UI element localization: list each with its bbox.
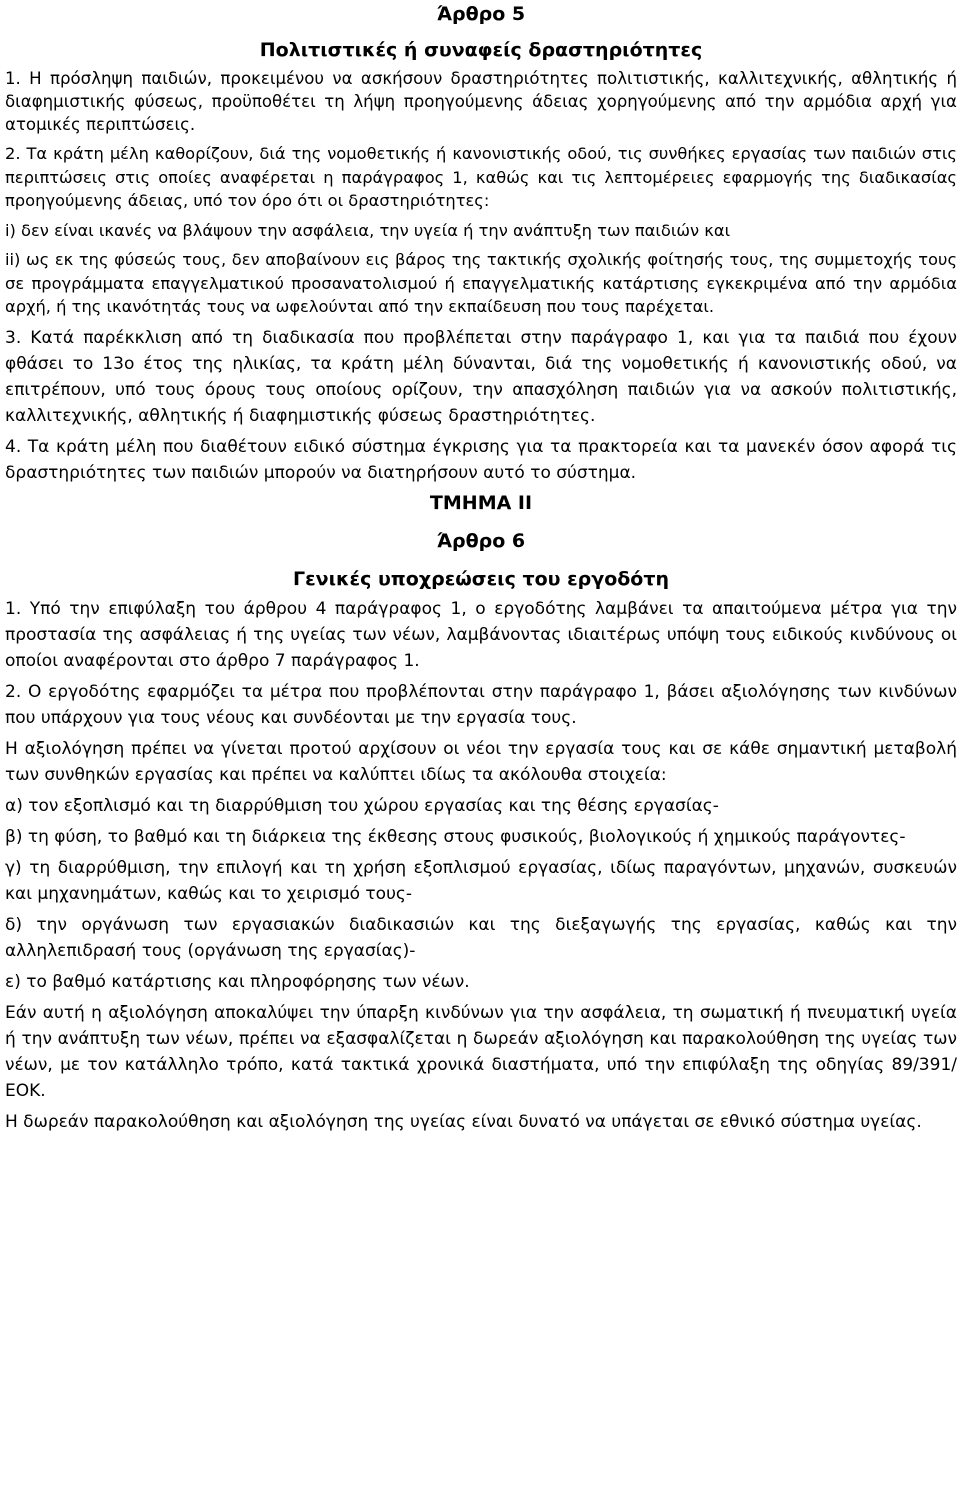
article-6-subtitle: Γενικές υποχρεώσεις του εργοδότη xyxy=(292,567,670,590)
article-6-health-monitoring: Εάν αυτή η αξιολόγηση αποκαλύψει την ύπαρξη κινδύνων για την ασφάλεια, τη σωματική ή πνευματική υγεία ή την ανάπτυξη των νέων, πρέπει να εξασφαλίζεται η δωρεάν αξιολόγηση και παρακολούθηση της υγείας των νέων, με τον κατάλληλο τρόπο, κατά τακτικά χρονικά διαστήματα, υπό την επιφύλαξη της οδηγίας 89/391/ΕΟΚ. xyxy=(5,1002,957,1101)
article-5-item-i: i) δεν είναι ικανές να βλάψουν την ασφάλεια, την υγεία ή την ανάπτυξη των παιδιών και xyxy=(5,220,731,240)
section-title: ΤΜΗΜΑ II xyxy=(429,491,533,514)
article-5-paragraph-3: 3. Κατά παρέκκλιση από τη διαδικασία που προβλέπεται στην παράγραφο 1, και για τα παιδιά που έχουν φθάσει το 13ο έτος της ηλικίας, τα κράτη μέλη δύνανται, διά της νομοθετικής ή κανονιστικής οδού, να επιτρέπουν, υπό τους όρους τους οποίους ορίζουν, την απασχόληση παιδιών για να ασκούν πολιτιστικής, καλλιτεχνικής, αθλητικής ή διαφημιστικής φύσεως δραστηριότητες. xyxy=(5,327,957,426)
article-5-paragraph-4: 4. Τα κράτη μέλη που διαθέτουν ειδικό σύστημα έγκρισης για τα πρακτορεία και τα μανεκέν όσον αφορά τις δραστηριότητες των παιδιών μπορούν να διατηρήσουν αυτό το σύστημα. xyxy=(5,436,957,483)
article-5-paragraph-1: 1. Η πρόσληψη παιδιών, προκειμένου να ασκήσουν δραστηριότητες πολιτιστικής, καλλιτεχνικής, αθλητικής ή διαφημιστικής φύσεως, προϋποθέτει τη λήψη προηγούμενης άδειας χορηγούμενης από την αρμόδια αρχή για ατομικές περιπτώσεις. xyxy=(5,69,957,134)
article-5-paragraph-2: 2. Τα κράτη μέλη καθορίζουν, διά της νομοθετικής ή κανονιστικής οδού, τις συνθήκες εργασίας των παιδιών στις περιπτώσεις στις οποίες αναφέρεται η παράγραφος 1, καθώς και τις λεπτομέρειες εφαρμογής της διαδικασίας προηγούμενης άδειας, υπό τον όρο ότι οι δραστηριότητες: xyxy=(5,144,957,210)
article-6-free-monitoring: Η δωρεάν παρακολούθηση και αξιολόγηση της υγείας είναι δυνατό να υπάγεται σε εθνικό σύστημα υγείας. xyxy=(5,1111,922,1132)
article-6-paragraph-2: 2. Ο εργοδότης εφαρμόζει τα μέτρα που προβλέπονται στην παράγραφο 1, βάσει αξιολόγησης των κινδύνων που υπάρχουν για τους νέους και συνδέονται με την εργασία τους. xyxy=(5,681,957,728)
article-5-subtitle: Πολιτιστικές ή συναφείς δραστηριότητες xyxy=(259,39,703,61)
article-5-title: Άρθρο 5 xyxy=(436,3,526,25)
article-6-item-a: α) τον εξοπλισμό και τη διαρρύθμιση του χώρου εργασίας και της θέσης εργασίας- xyxy=(5,795,719,816)
article-6-paragraph-1: 1. Υπό την επιφύλαξη του άρθρου 4 παράγραφος 1, ο εργοδότης λαμβάνει τα απαιτούμενα μέτρα για την προστασία της ασφάλειας ή της υγείας των νέων, λαμβάνοντας ιδιαιτέρως υπόψη τους ειδικούς κινδύνους οι οποίοι αναφέρονται στο άρθρο 7 παράγραφος 1. xyxy=(5,598,957,671)
article-6-title: Άρθρο 6 xyxy=(436,529,526,552)
article-6-item-e: ε) το βαθμό κατάρτισης και πληροφόρησης των νέων. xyxy=(5,971,470,992)
article-6-item-d: δ) την οργάνωση των εργασιακών διαδικασιών και της διεξαγωγής της εργασίας, καθώς και την αλληλεπιδρασή τους (οργάνωση της εργασίας)- xyxy=(5,914,957,961)
article-5-item-ii: ii) ως εκ της φύσεώς τους, δεν αποβαίνουν εις βάρος της τακτικής σχολικής φοίτησής τους, της συμμετοχής τους σε προγράμματα επαγγελματικού προσανατολισμού ή επαγγελματικής κατάρτισης εγκεκριμένα από την αρμόδια αρχή, ή της ικανότητάς τους να ωφελούνται από την εκπαίδευση που τους παρέχεται. xyxy=(5,250,957,316)
article-6-item-c: γ) τη διαρρύθμιση, την επιλογή και τη χρήση εξοπλισμού εργασίας, ιδίως παραγόντων, μηχανών, συσκευών και μηχανημάτων, καθώς και το χειρισμό τους- xyxy=(5,857,957,904)
article-6-item-b: β) τη φύση, το βαθμό και τη διάρκεια της έκθεσης στους φυσικούς, βιολογικούς ή χημικούς παράγοντες- xyxy=(5,826,906,847)
article-6-assessment-intro: Η αξιολόγηση πρέπει να γίνεται προτού αρχίσουν οι νέοι την εργασία τους και σε κάθε σημαντική μεταβολή των συνθηκών εργασίας και πρέπει να καλύπτει ιδίως τα ακόλουθα στοιχεία: xyxy=(5,738,957,785)
